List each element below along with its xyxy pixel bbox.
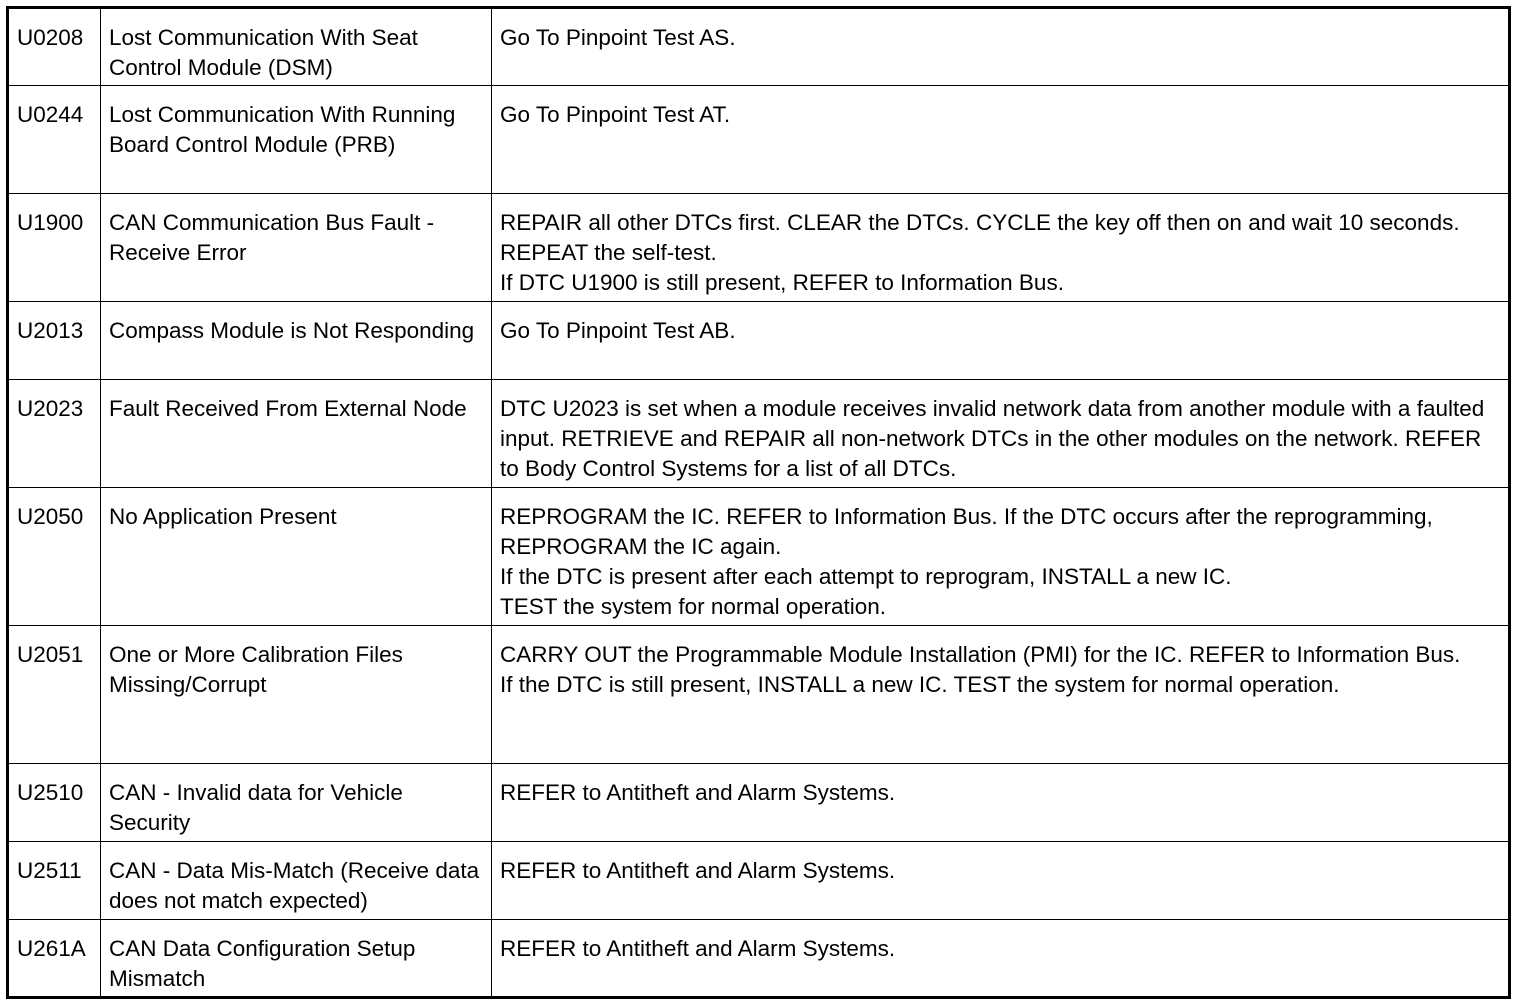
table-row xyxy=(8,764,1510,842)
action-line: REPROGRAM the IC. REFER to Information Bus. If the DTC occurs after the reprogramming, REPROGRAM the IC again. xyxy=(500,504,1433,559)
dtc-action-cell xyxy=(492,194,1510,302)
dtc-code-cell: U2510 xyxy=(8,764,101,842)
table-row xyxy=(8,920,1510,998)
table-row xyxy=(8,8,1510,86)
action-line: TEST the system for normal operation. xyxy=(500,594,886,619)
action-line: REFER to Antitheft and Alarm Systems. xyxy=(500,936,896,961)
action-line: If DTC U1900 is still present, REFER to Information Bus. xyxy=(500,270,1064,295)
table-row xyxy=(8,626,1510,764)
action-line: REPAIR all other DTCs first. CLEAR the DTCs. CYCLE the key off then on and wait 10 seconds. REPEAT the self-test. xyxy=(500,210,1460,265)
dtc-description-cell: Lost Communication With Running Board Control Module (PRB) xyxy=(101,86,492,194)
dtc-code-cell: U261A xyxy=(8,920,101,998)
dtc-description-cell: One or More Calibration Files Missing/Corrupt xyxy=(101,626,492,764)
action-line: REFER to Antitheft and Alarm Systems. xyxy=(500,780,896,805)
dtc-description-cell: CAN - Invalid data for Vehicle Security xyxy=(101,764,492,842)
dtc-table xyxy=(6,6,1511,999)
action-line: Go To Pinpoint Test AB. xyxy=(500,318,736,343)
dtc-code-cell: U2511 xyxy=(8,842,101,920)
action-line: Go To Pinpoint Test AS. xyxy=(500,25,736,50)
dtc-action-cell xyxy=(492,86,1510,194)
dtc-action-cell xyxy=(492,302,1510,380)
dtc-action-cell xyxy=(492,488,1510,626)
dtc-code-cell: U2013 xyxy=(8,302,101,380)
action-line: Go To Pinpoint Test AT. xyxy=(500,102,731,127)
dtc-code-cell: U0244 xyxy=(8,86,101,194)
dtc-code-cell: U2051 xyxy=(8,626,101,764)
dtc-code-cell: U2050 xyxy=(8,488,101,626)
table-row xyxy=(8,86,1510,194)
dtc-action-cell xyxy=(492,8,1510,86)
dtc-code-cell: U1900 xyxy=(8,194,101,302)
dtc-action-cell xyxy=(492,920,1510,998)
action-line: CARRY OUT the Programmable Module Installation (PMI) for the IC. REFER to Information Bus. xyxy=(500,642,1461,667)
dtc-description-cell: Compass Module is Not Responding xyxy=(101,302,492,380)
dtc-description-cell: Fault Received From External Node xyxy=(101,380,492,488)
dtc-code-cell: U0208 xyxy=(8,8,101,86)
action-line: If the DTC is present after each attempt to reprogram, INSTALL a new IC. xyxy=(500,564,1232,589)
table-row xyxy=(8,842,1510,920)
dtc-action-cell xyxy=(492,842,1510,920)
dtc-description-cell: Lost Communication With Seat Control Module (DSM) xyxy=(101,8,492,86)
table-row xyxy=(8,488,1510,626)
dtc-code-cell: U2023 xyxy=(8,380,101,488)
dtc-description-cell: CAN - Data Mis-Match (Receive data does not match expected) xyxy=(101,842,492,920)
dtc-action-cell xyxy=(492,380,1510,488)
table-row xyxy=(8,380,1510,488)
dtc-description-cell: No Application Present xyxy=(101,488,492,626)
dtc-action-cell xyxy=(492,764,1510,842)
dtc-action-cell xyxy=(492,626,1510,764)
table-row xyxy=(8,194,1510,302)
action-line: If the DTC is still present, INSTALL a new IC. TEST the system for normal operation. xyxy=(500,672,1340,697)
action-line: DTC U2023 is set when a module receives invalid network data from another module with a faulted input. RETRIEVE and REPAIR all non-network DTCs in the other modules on the network. REFER to Body Control Systems for a list of all DTCs. xyxy=(500,396,1485,481)
table-row xyxy=(8,302,1510,380)
action-line: REFER to Antitheft and Alarm Systems. xyxy=(500,858,896,883)
dtc-description-cell: CAN Data Configuration Setup Mismatch xyxy=(101,920,492,998)
dtc-description-cell: CAN Communication Bus Fault - Receive Error xyxy=(101,194,492,302)
